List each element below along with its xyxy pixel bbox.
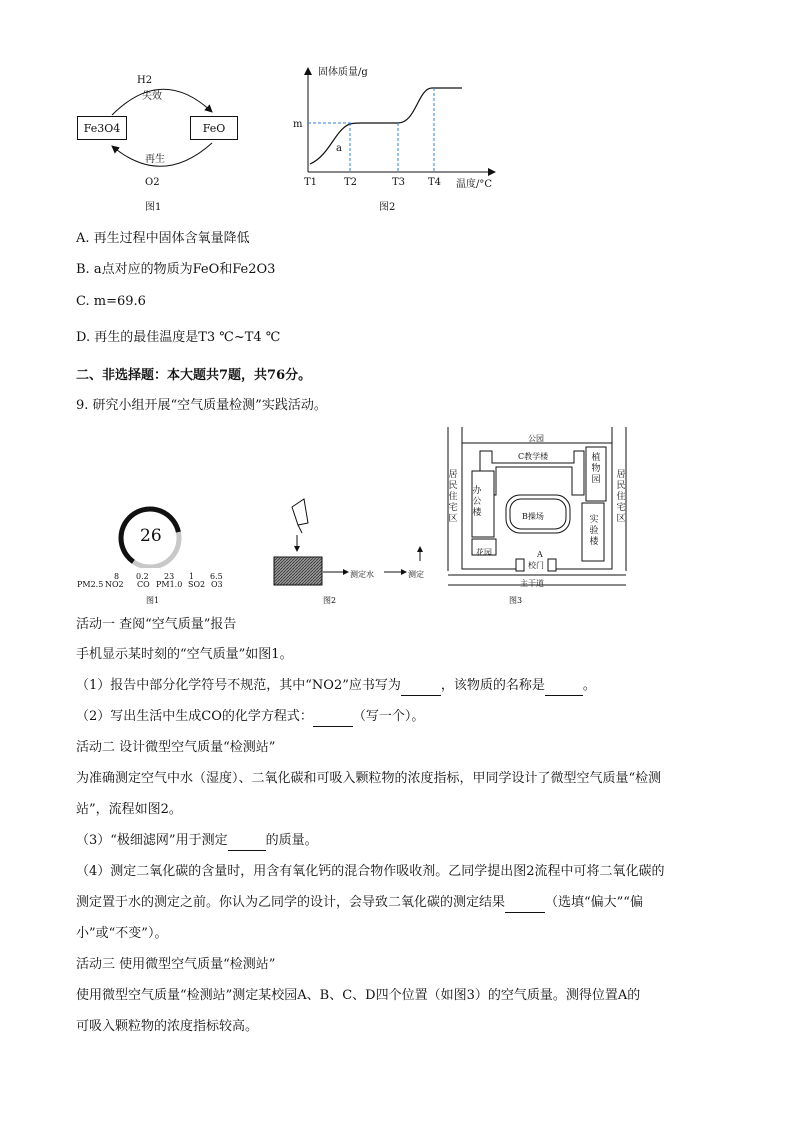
aq-val-1: 8 [114, 572, 120, 581]
aq-lbl-o3: O3 [211, 580, 223, 589]
act2-title: 活动二 设计微型空气质量“检测站” [76, 740, 276, 755]
q4-text-2: （选填“偏大”“偏 [545, 895, 643, 910]
campus-botanical: 植物园 [591, 453, 601, 485]
act3-title: 活动三 使用微型空气质量“检测站” [76, 957, 276, 972]
aq-val-3: 23 [164, 572, 175, 581]
act3-p1: 使用微型空气质量“检测站”测定某校园A、B、C、D四个位置（如图3）的空气质量。测得位置A的 [76, 988, 641, 1003]
aq-lbl-so2: SO2 [188, 580, 206, 589]
flow-step1: 测定水 [350, 570, 374, 579]
fig1-caption: 图1 [145, 202, 162, 213]
act2-p2: 站”，流程如图2。 [76, 802, 182, 817]
fig2-tick-t1: T1 [304, 177, 318, 188]
q1-line [76, 677, 596, 696]
fig1-bottom-process: 再生 [145, 154, 165, 165]
q3-text-1: （3）“极细滤网”用于测定 [76, 833, 228, 848]
fig1-bottom-reagent: O2 [145, 177, 160, 188]
aq-val-4: 1 [189, 572, 195, 581]
q1-blank-2[interactable] [545, 677, 583, 696]
fig2-m-label: m [293, 119, 303, 130]
q9-stem: 9. 研究小组开展“空气质量检测”实践活动。 [76, 398, 327, 413]
campus-park: 公园 [528, 434, 544, 443]
fig2-tick-t3: T3 [392, 177, 406, 188]
campus-res-left: 居民住宅区 [448, 470, 458, 524]
aq-val-5: 6.5 [210, 572, 223, 581]
q2-line [76, 708, 424, 727]
act1-intro: 手机显示某时刻的“空气质量”如图1。 [76, 647, 293, 662]
fig2-caption: 图2 [379, 202, 396, 213]
fig1-top-process: 失效 [142, 91, 162, 102]
fig2-curve [310, 88, 462, 164]
q4-text-1: 测定置于水的测定之前。你认为乙同学的设计，会导致二氧化碳的测定结果 [76, 895, 506, 910]
fig2-ylabel: 固体质量/g [318, 67, 368, 78]
q4-line-2 [76, 894, 643, 913]
q4-line-3: 小”或“不变”）。 [76, 926, 168, 941]
flow-step2: 测定 [408, 570, 424, 579]
campus-office: 办公楼 [472, 486, 482, 518]
flow-caption: 图2 [323, 596, 337, 605]
campus-gate-a: A [537, 550, 543, 559]
gate-left-post [516, 559, 524, 571]
q3-text-2: 的质量。 [265, 833, 318, 848]
campus-gate: 校门 [528, 561, 544, 570]
q3-line [76, 832, 318, 851]
fig2-xlabel: 温度/°C [456, 179, 493, 190]
campus-garden: 花园 [476, 548, 492, 557]
option-d: D. 再生的最佳温度是T3 ℃~T4 ℃ [76, 330, 281, 345]
aq-lbl-no2: NO2 [105, 580, 124, 589]
act1-title: 活动一 查阅“空气质量”报告 [76, 617, 237, 632]
gate-right-post [548, 559, 556, 571]
option-c: C. m=69.6 [76, 294, 146, 309]
fe3o4-label: Fe3O4 [83, 121, 121, 135]
aq-caption: 图1 [146, 596, 160, 605]
q2-text-2: （写一个）。 [352, 709, 425, 724]
feo-box [190, 116, 238, 140]
q4-line-1: （4）测定二氧化碳的含量时，用含有氧化钙的混合物作吸收剂。乙同学提出图2流程中可将二氧化碳的 [76, 864, 665, 879]
act3-p2: 可吸入颗粒物的浓度指标较高。 [76, 1019, 259, 1034]
q3-blank[interactable] [228, 832, 266, 851]
filter-net-icon [292, 499, 308, 525]
filter-block [274, 557, 322, 585]
aq-value: 26 [140, 526, 162, 546]
q1-text-3: 。 [582, 678, 596, 693]
aq-lbl-pm25: PM2.5 [77, 580, 104, 589]
q4-blank[interactable] [505, 894, 545, 913]
q1-text-2: ，该物质的名称是 [440, 678, 545, 693]
campus-playground: B操场 [522, 512, 544, 521]
act2-p1: 为准确测定空气中水（湿度）、二氧化碳和可吸入颗粒物的浓度指标，甲同学设计了微型空气质量“检测 [76, 771, 662, 786]
fig2-tick-t2: T2 [344, 177, 358, 188]
option-b: B. a点对应的物质为FeO和Fe2O3 [76, 262, 276, 277]
option-a: A. 再生过程中固体含氧量降低 [76, 231, 250, 246]
campus-lab: 实验楼 [589, 515, 599, 547]
aq-lbl-pm10: PM1.0 [156, 580, 183, 589]
aq-lbl-co: CO [137, 580, 150, 589]
fig1-top-arrow [112, 89, 212, 115]
fig1-top-reagent: H2 [137, 75, 153, 86]
q2-text-1: （2）写出生活中生成CO的化学方程式： [76, 709, 313, 724]
fig2-tick-t4: T4 [428, 177, 442, 188]
campus-res-right: 居民住宅区 [616, 470, 626, 524]
campus-teaching: C教学楼 [518, 452, 549, 461]
q1-text-1: （1）报告中部分化学符号不规范，其中“NO2”应书写为 [76, 678, 401, 693]
feo-label: FeO [202, 121, 226, 135]
campus-road: 主干道 [520, 579, 544, 588]
fig2-a-label: a [336, 143, 342, 154]
aq-val-2: 0.2 [136, 572, 149, 581]
fe3o4-box [77, 116, 127, 140]
campus-caption: 图3 [509, 596, 523, 605]
section-title: 二、非选择题：本大题共7题，共76分。 [76, 368, 312, 383]
q2-blank[interactable] [313, 708, 353, 727]
q1-blank-1[interactable] [401, 677, 441, 696]
